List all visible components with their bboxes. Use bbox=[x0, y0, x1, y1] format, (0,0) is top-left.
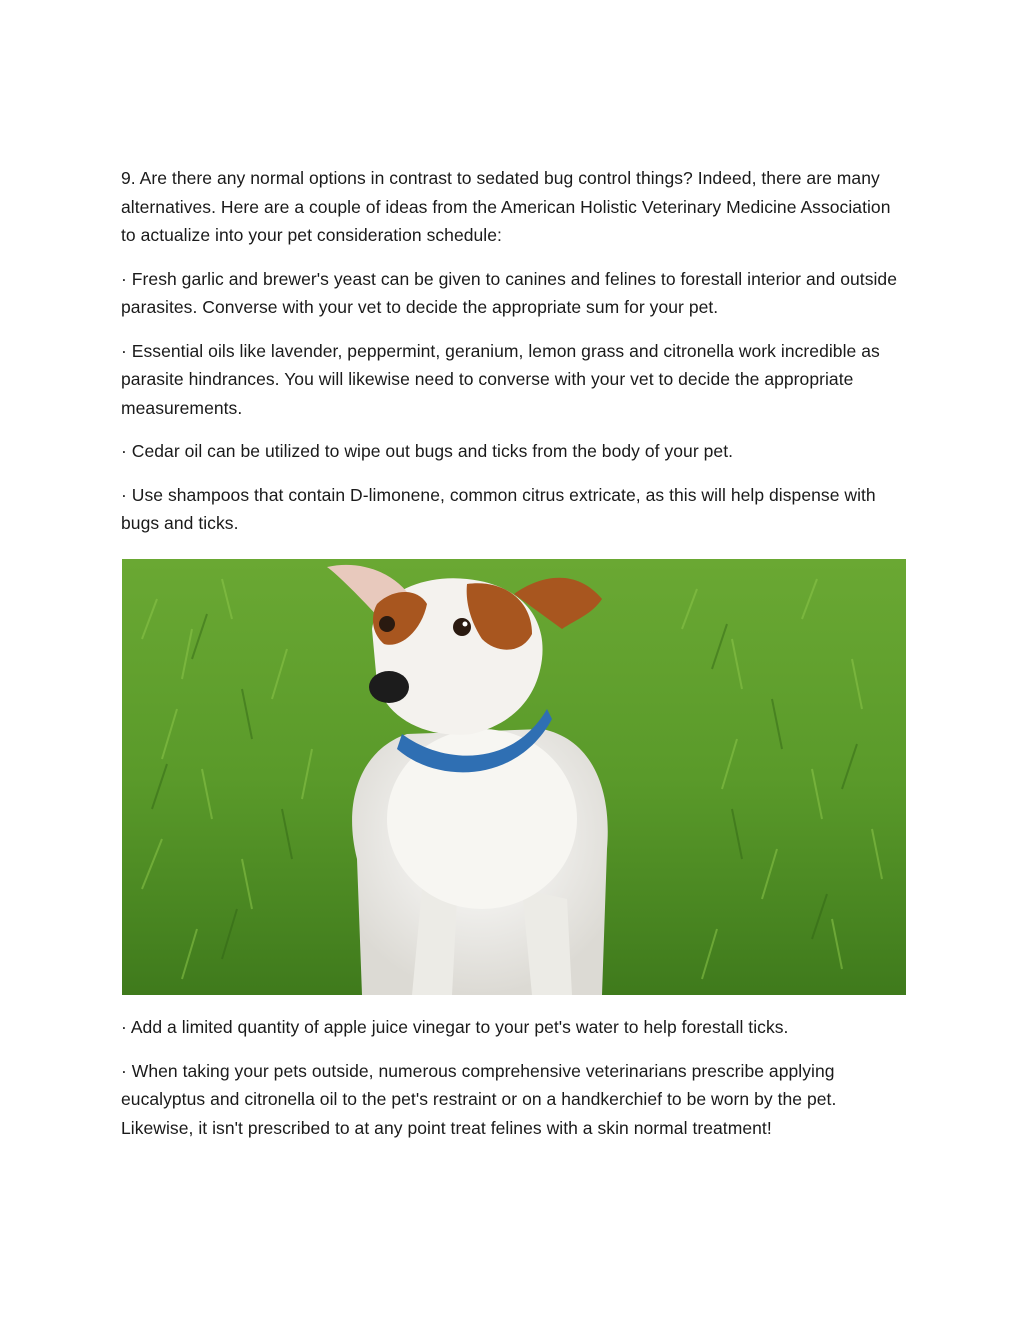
paragraph-cedar-oil: · Cedar oil can be utilized to wipe out bugs and ticks from the body of your pet. bbox=[121, 441, 734, 461]
paragraph-apple-vinegar: · Add a limited quantity of apple juice vinegar to your pet's water to help forestall ticks. bbox=[121, 1017, 789, 1037]
paragraph-shampoos: · Use shampoos that contain D-limonene, common citrus extricate, as this will help dispense with bugs and ticks. bbox=[121, 484, 876, 533]
text-block-top bbox=[121, 164, 906, 553]
paragraph-intro: 9. Are there any normal options in contrast to sedated bug control things? Indeed, there are many alternatives. Here are a couple of ideas from the American Holistic Veterinary Medicine Association to actualize into your pet consideration schedule: bbox=[121, 168, 891, 245]
text-block-bottom bbox=[121, 1013, 906, 1157]
paragraph-essential-oils: · Essential oils like lavender, peppermint, geranium, lemon grass and citronella work incredible as parasite hindrances. You will likewise need to converse with your vet to decide the appropriate measurements. bbox=[121, 340, 880, 418]
dog-photo bbox=[122, 559, 906, 995]
paragraph-outside-oils: · When taking your pets outside, numerous comprehensive veterinarians prescribe applying eucalyptus and citronella oil to the pet's restraint or on a handkerchief to be worn by the pet. Likewise, it isn't prescribed to at any point treat felines with a skin normal treatment! bbox=[121, 1060, 837, 1138]
paragraph-garlic-yeast: · Fresh garlic and brewer's yeast can be given to canines and felines to forestall interior and outside parasites. Converse with your vet to decide the appropriate sum for your pet. bbox=[121, 268, 897, 317]
